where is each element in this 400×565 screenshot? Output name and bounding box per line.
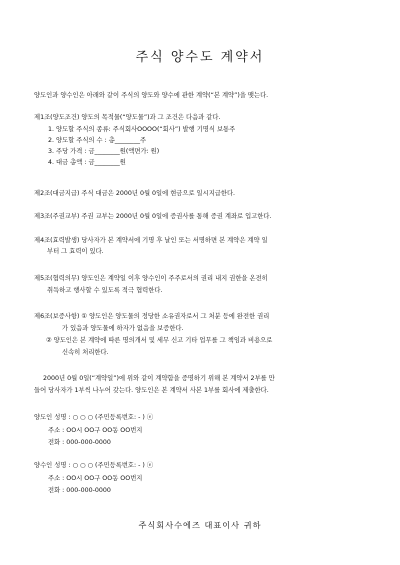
transferee-phone: 전화 : 000-000-0000 xyxy=(48,487,111,494)
article-2: 제2조(대금지급) 주식 대금은 2000년 0월 0일에 현금으로 일시지급한다. xyxy=(34,190,236,197)
article-1-heading: 제1조(양도조건) 양도의 목적물(“양도물”)과 그 조건은 다음과 같다. xyxy=(34,114,221,121)
article-3: 제3조(주권교부) 주권 교부는 2000년 0월 0일에 증권사를 통해 증권 계좌로 입고한다. xyxy=(34,213,272,220)
article-4-line: 부터 그 효력이 있다. xyxy=(47,248,104,255)
article-6-line: 제6조(보증사항) ① 양도인은 양도물의 정당한 소유권자로서 그 처분 등에 완전한 권리 xyxy=(34,313,270,320)
article-6-line: ② 양도인은 본 계약에 따른 명의개서 및 세무 신고 기타 업무를 그 책임과 비용으로 xyxy=(46,337,273,344)
article-6-line: 신속히 처리한다. xyxy=(62,349,109,356)
transferor-phone: 전화 : 000-000-0000 xyxy=(48,439,111,446)
document-title: 주식 양수도 계약서 xyxy=(135,50,265,65)
transferor-address: 주소 : OO시 OO구 OO동 OO번지 xyxy=(48,427,143,434)
closing-line: 2000년 0월 0일(“계약일”)에 위와 같이 계약함을 증명하기 위해 본 계약서 2부를 만 xyxy=(43,375,275,382)
intro-paragraph: 양도인과 양수인은 아래와 같이 주식의 양도와 양수에 관한 계약(“본 계약”)을 맺는다. xyxy=(34,92,269,99)
transferee-name-line: 양수인 성명 : ○ ○ ○ (주민등록번호: - ) ⓔ xyxy=(34,462,154,469)
article-1-item: 4. 대금 총액 : 금________원 xyxy=(48,159,126,166)
article-1-item: 2. 양도할 주식의 수 : 총________주 xyxy=(48,137,147,144)
transferee-address: 주소 : OO시 OO구 OO동 OO번지 xyxy=(48,475,143,482)
article-6-line: 가 있음과 양도물에 하자가 없음을 보증한다. xyxy=(62,325,184,332)
article-1-item: 3. 주당 가격 : 금________원(액면가: 원) xyxy=(48,148,160,155)
article-5-line: 제5조(협력의무) 양도인은 계약일 이후 양수인이 주주로서의 권리 내지 권한을 온전히 xyxy=(34,275,268,282)
article-1-item: 1. 양도할 주식의 종류: 주식회사OOOO(“회사”) 발행 기명식 보통주 xyxy=(48,126,236,133)
addressee: 주식회사수에즈 대표이사 귀하 xyxy=(138,520,262,530)
transferor-name-line: 양도인 성명 : ○ ○ ○ (주민등록번호: - ) ⓔ xyxy=(34,414,154,421)
article-5-line: 취득하고 행사할 수 있도록 적극 협력한다. xyxy=(47,287,163,294)
closing-line: 들어 당사자가 1부씩 나누어 갖는다. 양도인은 본 계약서 사본 1부를 회사에 제출한다. xyxy=(34,387,269,394)
article-4-line: 제4조(효력발생) 당사자가 본 계약서에 기명 후 날인 또는 서명하면 본 계약은 계약 일 xyxy=(34,237,268,244)
